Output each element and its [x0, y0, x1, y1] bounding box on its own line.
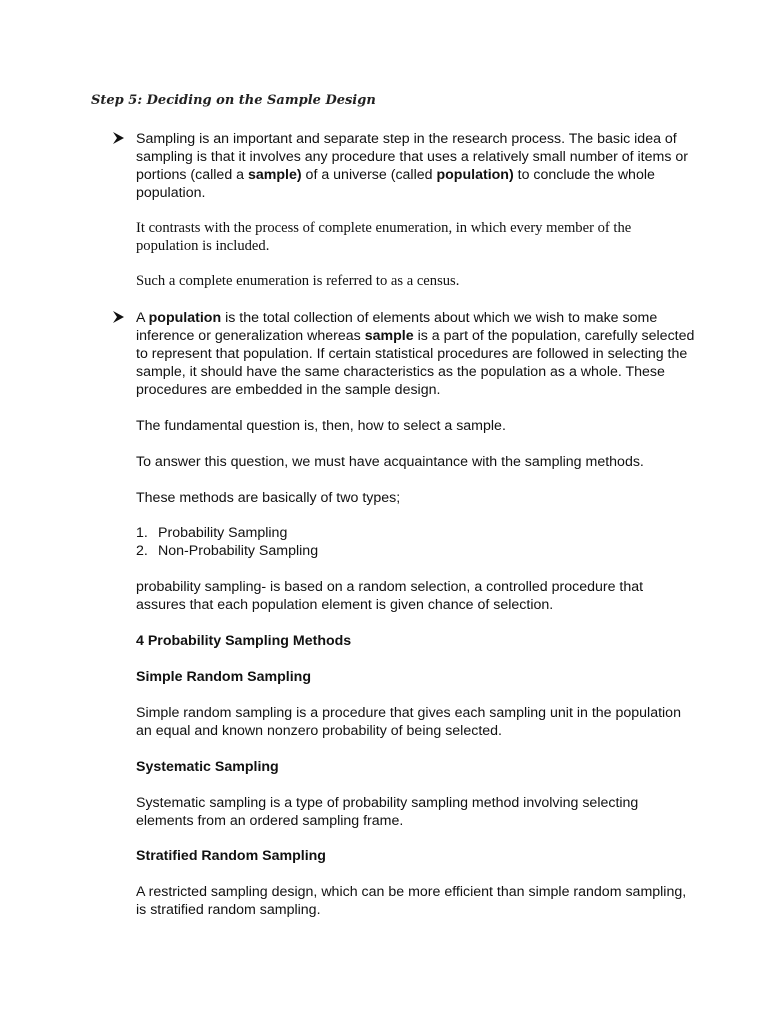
step-heading: Step 5: Deciding on the Sample Design [91, 93, 376, 108]
arrow-bullet-icon [112, 310, 126, 324]
list-number: 1. [136, 525, 148, 541]
bullet1-bold-population: population) [436, 167, 514, 183]
section-text-systematic: Systematic sampling is a type of probability sampling method involving selecting elements from an ordered sampling frame. [136, 795, 639, 829]
section-text-stratified: A restricted sampling design, which can be more efficient than simple random sampling, is stratified random sampling. [136, 884, 687, 918]
subheading-methods: 4 Probability Sampling Methods [136, 633, 352, 649]
list-label: Probability Sampling [158, 525, 288, 541]
bullet2-text-1: A [136, 310, 149, 326]
list-number: 2. [136, 543, 148, 559]
bullet-paragraph-population [136, 309, 696, 399]
bullet1-text-1: Sampling is an important and separate step in the research process. The basic idea of sampling is that it involves any procedure that uses a relatively small number of items or portions (called a [136, 131, 688, 183]
bullet1-bold-sample: sample) [247, 167, 302, 183]
bullet2-text-2: is the total collection of elements about which we wish to make some inference or generalization whereas [136, 310, 658, 344]
paragraph-fundamental-question: The fundamental question is, then, how to select a sample. [136, 418, 506, 434]
bullet2-bold-population: population [148, 310, 222, 326]
bullet2-text-3: is a part of the population, carefully selected to represent that population. If certain statistical procedures are followed in selecting the sample, it should have the same characteristics as the population as a whole. These procedures are embedded in the sample design. [136, 328, 695, 398]
section-title-stratified: Stratified Random Sampling [136, 848, 326, 864]
bullet-paragraph-sampling [136, 130, 696, 202]
section-title-systematic: Systematic Sampling [136, 759, 279, 775]
list-item [136, 542, 696, 560]
paragraph-answer: To answer this question, we must have acquaintance with the sampling methods. [136, 454, 644, 470]
bullet2-bold-sample: sample [364, 328, 414, 344]
arrow-bullet-icon [112, 131, 126, 145]
bullet1-text-2: of a universe (called [301, 167, 437, 183]
section-text-simple-random: Simple random sampling is a procedure that gives each sampling unit in the population an equal and known nonzero probability of being selected. [136, 705, 681, 739]
list-label: Non-Probability Sampling [158, 543, 319, 559]
bullet1-text-3: to conclude the whole population. [136, 167, 655, 201]
types-list [136, 524, 696, 560]
paragraph-probability-sampling: probability sampling- is based on a random selection, a controlled procedure that assures that each population element is given chance of selection. [136, 579, 644, 613]
list-item [136, 524, 696, 542]
section-title-simple-random: Simple Random Sampling [136, 669, 312, 685]
paragraph-enumeration: It contrasts with the process of complete enumeration, in which every member of the population is included. [136, 220, 632, 254]
paragraph-census: Such a complete enumeration is referred to as a census. [136, 273, 460, 289]
paragraph-types: These methods are basically of two types; [136, 490, 401, 506]
